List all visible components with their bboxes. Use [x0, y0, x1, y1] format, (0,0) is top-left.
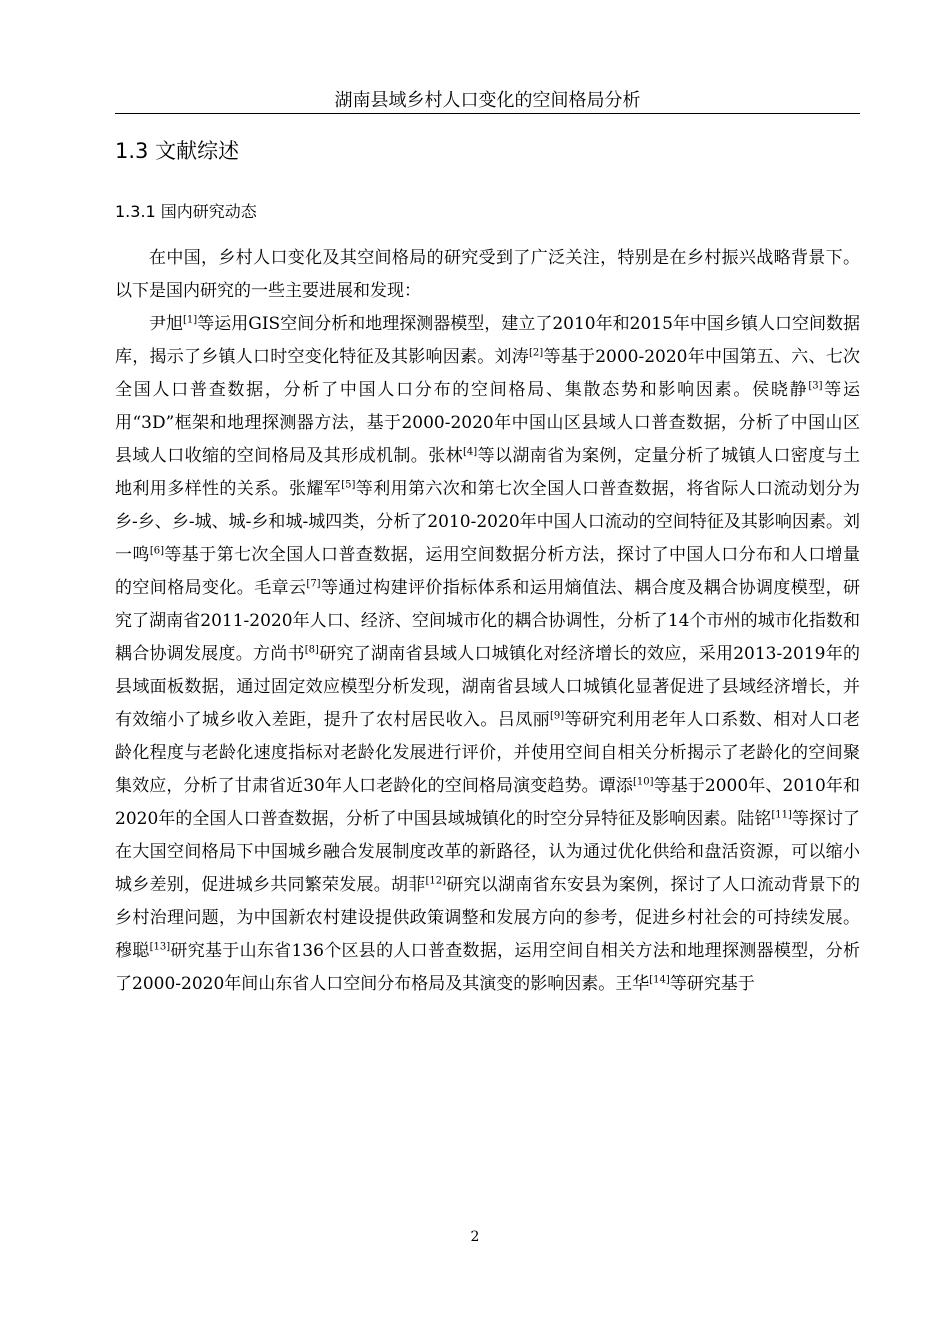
intro-paragraph: 在中国，乡村人口变化及其空间格局的研究受到了广泛关注，特别是在乡村振兴战略背景下。以下是国内研究的一些主要进展和发现： [115, 248, 860, 301]
citation-marker: [2] [529, 347, 544, 359]
citation-marker: [4] [463, 446, 478, 458]
citation-marker: [10] [632, 776, 654, 788]
subsection-heading: 1.3.1 国内研究动态 [115, 202, 257, 221]
citation-marker: [11] [771, 809, 792, 821]
citation-marker: [13] [149, 941, 171, 953]
citation-marker: [9] [550, 710, 565, 722]
citation-marker: [1] [183, 314, 198, 326]
citation-marker: [14] [649, 974, 670, 986]
citation-marker: [12] [425, 875, 447, 887]
citation-marker: [8] [304, 644, 319, 656]
section-heading: 1.3 文献综述 [115, 139, 240, 163]
body-text [115, 242, 860, 1001]
literature-paragraph: 尹旭[1]等运用GIS空间分析和地理探测器模型，建立了2010年和2015年中国乡镇人口空间数据库，揭示了乡镇人口时空变化特征及其影响因素。刘涛[2]等基于2000-2020年中国第五、六、七次全国人口普查数据，分析了中国人口分布的空间格局、集散态势和影响因素。侯晓静[3]等运用“3D”框架和地理探测器方法，基于2000-2020年中国山区县域人口普查数据，分析了中国山区县域人口收缩的空间格局及其形成机制。张林[4]等以湖南省为案例，定量分析了城镇人口密度与土地利用多样性的关系。张耀军[5]等利用第六次和第七次全国人口普查数据，将省际人口流动划分为乡-乡、乡-城、城-乡和城-城四类，分析了2010-2020年中国人口流动的空间特征及其影响因素。刘一鸣[6]等基于第七次全国人口普查数据，运用空间数据分析方法，探讨了中国人口分布和人口增量的空间格局变化。毛章云[7]等通过构建评价指标体系和运用熵值法、耦合度及耦合协调度模型，研究了湖南省2011-2020年人口、经济、空间城市化的耦合协调性，分析了14个市州的城市化指数和耦合协调发展度。方尚书[8]研究了湖南省县域人口城镇化对经济增长的效应，采用2013-2019年的县域面板数据，通过固定效应模型分析发现，湖南省县域人口城镇化显著促进了县域经济增长，并有效缩小了城乡收入差距，提升了农村居民收入。吕凤丽[9]等研究利用老年人口系数、相对人口老龄化程度与老龄化速度指标对老龄化发展进行评价，并使用空间自相关分析揭示了老龄化的空间聚集效应，分析了甘肃省近30年人口老龄化的空间格局演变趋势。谭添[10]等基于2000年、2010年和2020年的全国人口普查数据，分析了中国县域城镇化的时空分异特征及影响因素。陆铭[11]等探讨了在大国空间格局下中国城乡融合发展制度改革的新路径，认为通过优化供给和盘活资源，可以缩小城乡差别，促进城乡共同繁荣发展。胡菲[12]研究以湖南省东安县为案例，探讨了人口流动背景下的乡村治理问题，为中国新农村建设提供政策调整和发展方向的参考，促进乡村社会的可持续发展。穆聪[13]研究基于山东省136个区县的人口普查数据，运用空间自相关方法和地理探测器模型，分析了2000-2020年间山东省人口空间分布格局及其演变的影响因素。王华[14]等研究基于 [115, 314, 861, 994]
citation-marker: [6] [149, 545, 164, 557]
citation-marker: [5] [341, 479, 356, 491]
page-header [115, 88, 860, 114]
citation-marker: [7] [306, 578, 321, 590]
document-title: 湖南县域乡村人口变化的空间格局分析 [334, 90, 641, 111]
page-number: 2 [470, 1229, 480, 1245]
citation-marker: [3] [808, 380, 823, 392]
